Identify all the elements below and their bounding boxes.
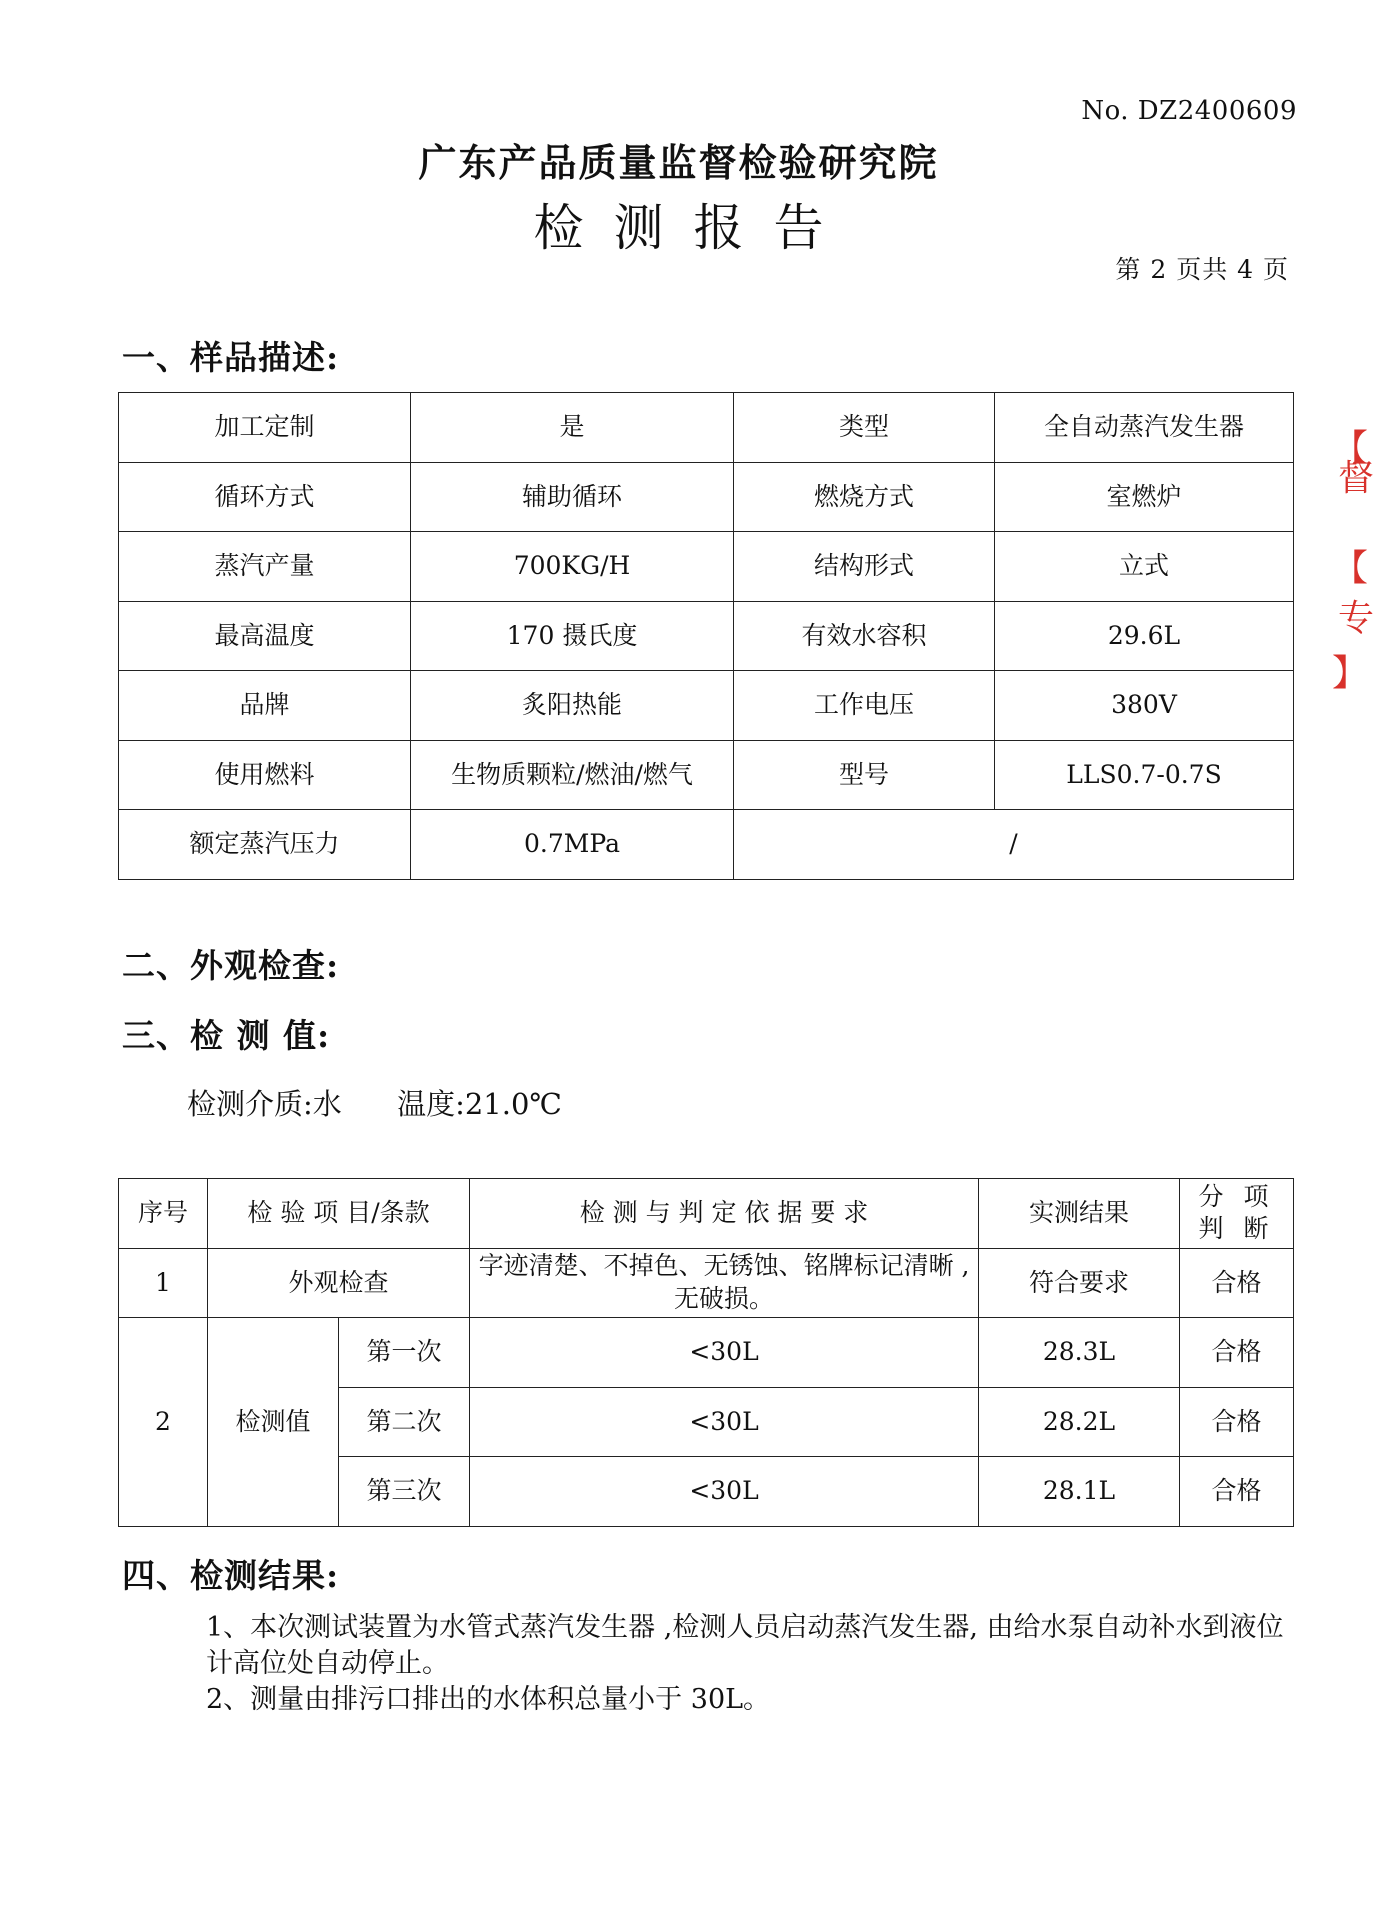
- section-title-test-values: 三、检 测 值:: [122, 1016, 331, 1055]
- table-row: [119, 810, 1294, 880]
- table-header-row: [119, 1179, 1294, 1249]
- table-cell: 加工定制: [119, 393, 411, 463]
- table-cell: <30L: [470, 1387, 979, 1457]
- page-indicator: 第 2 页共 4 页: [1115, 255, 1289, 284]
- table-cell: 额定蒸汽压力: [119, 810, 411, 880]
- table-cell: 28.2L: [979, 1387, 1180, 1457]
- table-cell: 合格: [1180, 1248, 1294, 1318]
- seal-char: 督: [1338, 458, 1375, 499]
- section-title-appearance-check: 二、外观检查:: [122, 946, 340, 985]
- table-row: [119, 671, 1294, 741]
- table-cell: 结构形式: [734, 532, 995, 602]
- table-cell: 第二次: [339, 1387, 470, 1457]
- seal-char: 【: [1332, 428, 1369, 469]
- table-cell: 1: [119, 1248, 208, 1318]
- table-cell: 使用燃料: [119, 740, 411, 810]
- table-cell: 第一次: [339, 1318, 470, 1388]
- section-title-sample-description: 一、样品描述:: [122, 338, 340, 377]
- result-paragraph-1: 1、本次测试装置为水管式蒸汽发生器 ,检测人员启动蒸汽发生器, 由给水泵自动补水到液位计高位处自动停止。: [206, 1612, 1284, 1679]
- table-cell: 室燃炉: [995, 462, 1294, 532]
- table-cell: 700KG/H: [411, 532, 734, 602]
- seal-char: 专: [1338, 598, 1375, 639]
- table-cell: <30L: [470, 1318, 979, 1388]
- result-paragraph-2: 2、测量由排污口排出的水体积总量小于 30L。: [206, 1684, 771, 1715]
- table-row: [119, 601, 1294, 671]
- table-cell: 29.6L: [995, 601, 1294, 671]
- header-cell-result: 实测结果: [979, 1179, 1180, 1249]
- sample-description-table: [118, 392, 1294, 880]
- table-cell: 生物质颗粒/燃油/燃气: [411, 740, 734, 810]
- report-number: No. DZ2400609: [1081, 96, 1297, 126]
- table-cell: 工作电压: [734, 671, 995, 741]
- test-results-table: [118, 1178, 1294, 1527]
- table-cell: LLS0.7-0.7S: [995, 740, 1294, 810]
- table-row: [119, 532, 1294, 602]
- table-cell: 外观检查: [208, 1248, 470, 1318]
- table-cell: 立式: [995, 532, 1294, 602]
- table-cell: 合格: [1180, 1318, 1294, 1388]
- table-row: [119, 740, 1294, 810]
- seal-stamp-fragment: [1332, 420, 1392, 720]
- table-row: [119, 1318, 1294, 1388]
- table-cell: 合格: [1180, 1387, 1294, 1457]
- test-medium-info: 检测介质:水 温度:21.0℃: [187, 1087, 562, 1121]
- table-cell: 全自动蒸汽发生器: [995, 393, 1294, 463]
- table-cell: 循环方式: [119, 462, 411, 532]
- table-cell: 第三次: [339, 1457, 470, 1527]
- organization-name: 广东产品质量监督检验研究院: [418, 140, 939, 185]
- header-cell-judgement: 分 项 判 断: [1180, 1179, 1294, 1249]
- table-cell: 最高温度: [119, 601, 411, 671]
- table-cell: 符合要求: [979, 1248, 1180, 1318]
- document-title: 检测报告: [533, 199, 854, 257]
- table-row: [119, 393, 1294, 463]
- table-row: [119, 462, 1294, 532]
- table-cell: 类型: [734, 393, 995, 463]
- table-cell: 0.7MPa: [411, 810, 734, 880]
- section-title-test-results: 四、检测结果:: [122, 1556, 340, 1595]
- table-cell: 170 摄氏度: [411, 601, 734, 671]
- table-cell: 是: [411, 393, 734, 463]
- table-cell: 有效水容积: [734, 601, 995, 671]
- table-cell: 蒸汽产量: [119, 532, 411, 602]
- table-cell: /: [734, 810, 1294, 880]
- header-cell-basis: 检 测 与 判 定 依 据 要 求: [470, 1179, 979, 1249]
- seal-char: 】: [1332, 653, 1369, 694]
- table-cell: 炙阳热能: [411, 671, 734, 741]
- header-cell-item: 检 验 项 目/条款: [208, 1179, 470, 1249]
- table-cell: 380V: [995, 671, 1294, 741]
- seal-char: 【: [1332, 548, 1369, 589]
- table-cell: 2: [119, 1318, 208, 1527]
- table-cell: 字迹清楚、不掉色、无锈蚀、铭牌标记清晰 , 无破损。: [470, 1248, 979, 1318]
- table-cell: 辅助循环: [411, 462, 734, 532]
- table-cell: 检测值: [208, 1318, 339, 1527]
- table-cell: 28.1L: [979, 1457, 1180, 1527]
- table-cell: 品牌: [119, 671, 411, 741]
- table-cell: 燃烧方式: [734, 462, 995, 532]
- table-cell: 合格: [1180, 1457, 1294, 1527]
- header-cell-no: 序号: [119, 1179, 208, 1249]
- table-row: [119, 1248, 1294, 1318]
- table-cell: <30L: [470, 1457, 979, 1527]
- table-cell: 型号: [734, 740, 995, 810]
- table-cell: 28.3L: [979, 1318, 1180, 1388]
